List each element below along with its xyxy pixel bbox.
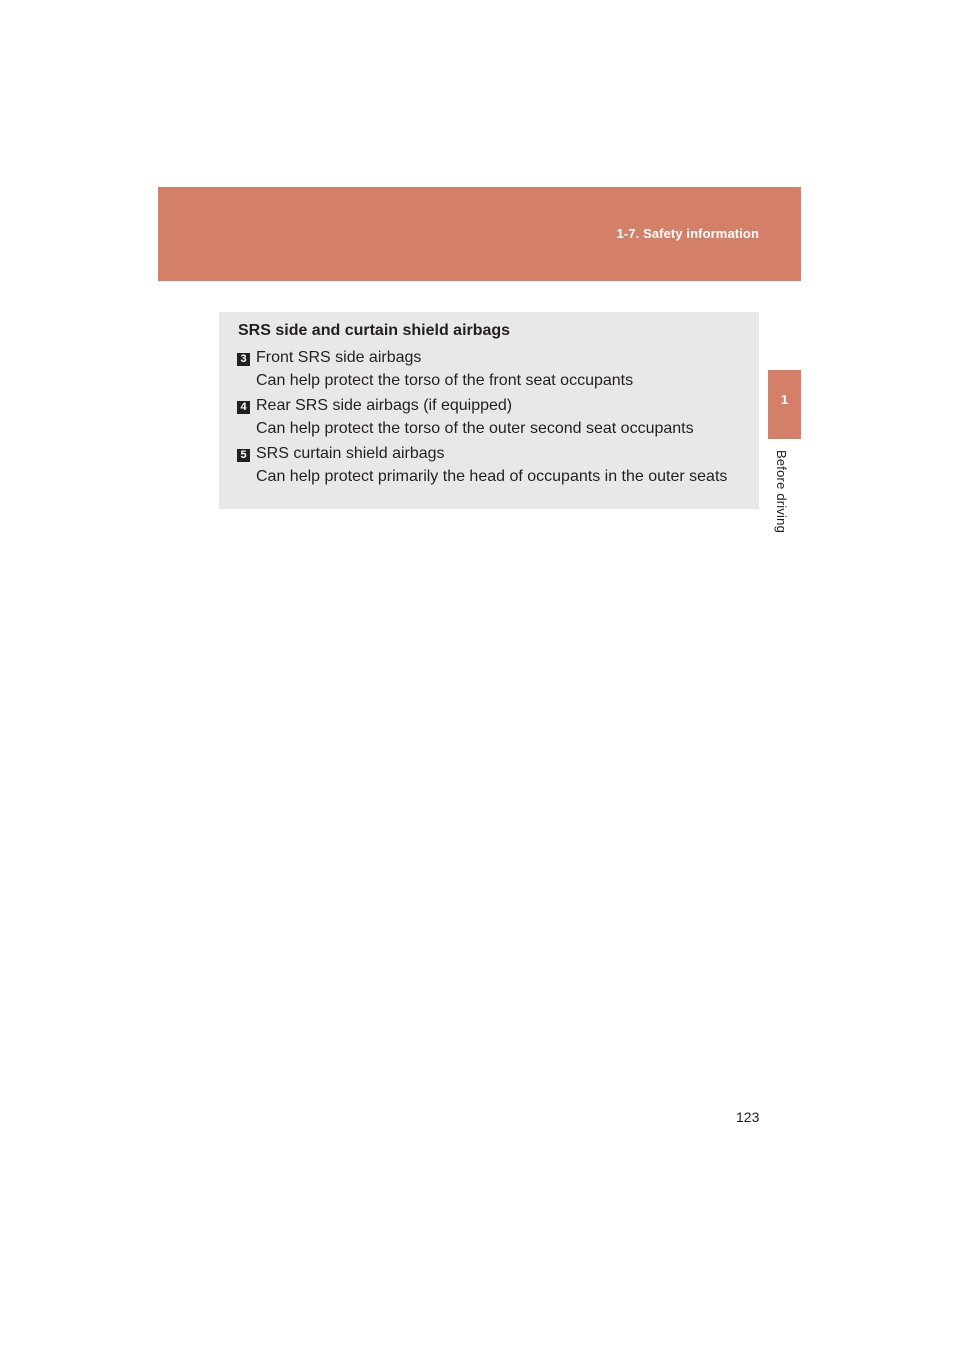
chapter-number: 1 [780,392,789,407]
item-number-badge: 3 [237,353,250,366]
header-band [158,187,801,281]
box-heading: SRS side and curtain shield airbags [238,322,511,339]
page-number: 123 [736,1109,760,1125]
item-title: Rear SRS side airbags (if equipped) [256,397,513,414]
item-number-badge: 5 [237,449,250,462]
info-box [219,312,759,509]
chapter-title [770,450,800,542]
chapter-tab [768,370,801,439]
chapter-title-text: Before driving [774,450,789,534]
item-number-badge: 4 [237,401,250,414]
item-title: Front SRS side airbags [256,349,422,366]
section-label: 1-7. Safety information [616,226,759,241]
item-description: Can help protect primarily the head of occupants in the outer seats [256,468,728,485]
item-title: SRS curtain shield airbags [256,445,445,462]
item-description: Can help protect the torso of the front seat occupants [256,372,634,389]
item-description: Can help protect the torso of the outer second seat occupants [256,420,694,437]
